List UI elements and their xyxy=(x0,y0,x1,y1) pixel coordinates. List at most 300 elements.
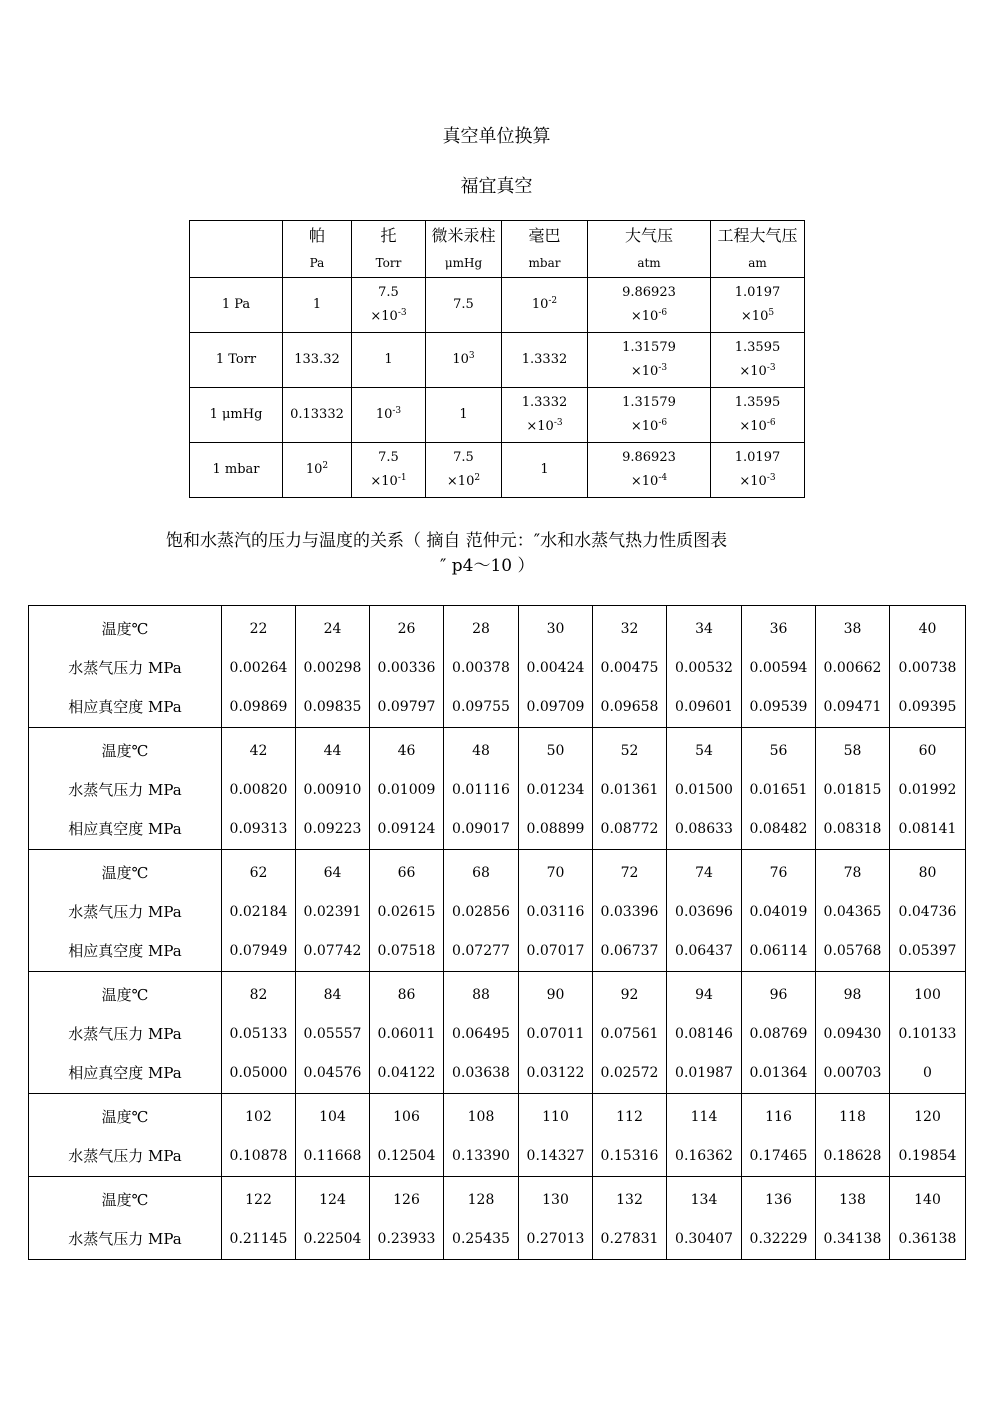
steam-value-temp: 46 xyxy=(397,743,416,759)
conversion-value: 1 xyxy=(502,443,588,498)
steam-column xyxy=(444,850,519,972)
conversion-value: 1.3595 $\times 10^{-3}$ xyxy=(711,333,805,388)
steam-value-pressure: 0.09430 xyxy=(823,1026,882,1042)
steam-block-row xyxy=(29,1094,966,1177)
steam-column xyxy=(370,1094,444,1177)
steam-value-pressure: 0.12504 xyxy=(377,1148,436,1164)
steam-label-vacuum: 相应真空度 MPa xyxy=(68,698,182,716)
steam-column xyxy=(593,850,667,972)
steam-value-temp: 112 xyxy=(616,1109,643,1125)
steam-value-temp: 124 xyxy=(319,1192,346,1208)
steam-label-pressure: 水蒸气压力 MPa xyxy=(68,903,182,921)
steam-row-labels xyxy=(29,972,222,1094)
steam-value-temp: 64 xyxy=(323,865,342,881)
conversion-row xyxy=(190,388,805,443)
steam-column xyxy=(519,728,593,850)
steam-value-temp: 88 xyxy=(472,987,490,1003)
steam-value-vacuum: 0.04576 xyxy=(303,1065,362,1081)
conversion-value: 1.3595 $\times 10^{-6}$ xyxy=(711,388,805,443)
steam-column xyxy=(222,972,296,1094)
conversion-header-row xyxy=(190,221,805,278)
steam-value-pressure: 0.00910 xyxy=(303,782,362,798)
steam-column xyxy=(667,972,742,1094)
steam-label-temp: 温度℃ xyxy=(101,620,149,638)
steam-value-pressure: 0.02391 xyxy=(303,904,362,920)
steam-column xyxy=(742,972,816,1094)
steam-label-vacuum: 相应真空度 MPa xyxy=(68,942,182,960)
conversion-header-cell xyxy=(352,221,426,278)
steam-value-temp: 96 xyxy=(769,987,788,1003)
steam-column xyxy=(296,1177,370,1260)
steam-value-vacuum: 0.03122 xyxy=(526,1065,585,1081)
steam-value-temp: 128 xyxy=(467,1192,495,1208)
conversion-header-cell xyxy=(190,221,283,278)
steam-value-temp: 110 xyxy=(542,1109,569,1125)
steam-value-pressure: 0.00662 xyxy=(823,660,882,676)
steam-value-temp: 136 xyxy=(765,1192,792,1208)
steam-label-temp: 温度℃ xyxy=(101,986,149,1004)
steam-column xyxy=(519,1094,593,1177)
steam-value-pressure: 0.00298 xyxy=(303,660,362,676)
steam-column xyxy=(222,606,296,728)
steam-value-vacuum: 0.08141 xyxy=(898,821,957,837)
steam-column xyxy=(816,972,890,1094)
steam-value-pressure: 0.15316 xyxy=(600,1148,659,1164)
steam-column xyxy=(890,850,966,972)
steam-value-temp: 24 xyxy=(323,621,342,637)
steam-table-caption: 饱和水蒸汽的压力与温度的关系（ 摘自 范仲元：″水和水蒸气热力性质图表 xyxy=(166,531,728,551)
steam-value-temp: 32 xyxy=(620,621,639,637)
steam-value-temp: 28 xyxy=(472,621,490,637)
steam-value-pressure: 0.01234 xyxy=(526,782,585,798)
steam-value-vacuum: 0.05397 xyxy=(898,943,957,959)
steam-column xyxy=(667,728,742,850)
conversion-header-cell xyxy=(711,221,805,278)
steam-value-vacuum: 0.07949 xyxy=(229,943,288,959)
steam-value-pressure: 0.03696 xyxy=(675,904,733,920)
conversion-header-cell xyxy=(426,221,502,278)
steam-value-vacuum: 0.09471 xyxy=(823,699,882,715)
steam-block-row xyxy=(29,850,966,972)
unit-name: 微米汞柱 xyxy=(431,226,496,245)
steam-label-pressure: 水蒸气压力 MPa xyxy=(68,1025,182,1043)
steam-value-vacuum: 0.09797 xyxy=(377,699,436,715)
conversion-value: 1 xyxy=(352,333,426,388)
steam-value-temp: 86 xyxy=(397,987,416,1003)
steam-pressure-table xyxy=(28,605,966,1260)
steam-value-temp: 98 xyxy=(843,987,862,1003)
conversion-value: 1.31579 $\times 10^{-6}$ xyxy=(588,388,711,443)
steam-value-vacuum: 0.07742 xyxy=(303,943,362,959)
page-title: 真空单位换算 xyxy=(442,126,551,147)
steam-label-pressure: 水蒸气压力 MPa xyxy=(68,659,182,677)
steam-column xyxy=(890,1177,966,1260)
steam-value-vacuum: 0.05000 xyxy=(229,1065,288,1081)
steam-value-temp: 104 xyxy=(319,1109,346,1125)
steam-value-pressure: 0.04365 xyxy=(823,904,882,920)
steam-value-vacuum: 0.03638 xyxy=(452,1065,510,1081)
steam-column xyxy=(593,606,667,728)
steam-value-pressure: 0.00820 xyxy=(229,782,288,798)
steam-column xyxy=(296,972,370,1094)
steam-value-temp: 26 xyxy=(397,621,416,637)
steam-column xyxy=(816,1177,890,1260)
steam-column xyxy=(222,1094,296,1177)
steam-value-temp: 38 xyxy=(843,621,862,637)
steam-value-vacuum: 0.08899 xyxy=(526,821,585,837)
steam-value-temp: 48 xyxy=(472,743,490,759)
steam-value-pressure: 0.32229 xyxy=(749,1231,808,1247)
conversion-row-label: 1 mbar xyxy=(190,443,283,498)
steam-column xyxy=(296,850,370,972)
steam-value-vacuum: 0.09709 xyxy=(526,699,585,715)
steam-column xyxy=(890,728,966,850)
conversion-value: 133.32 xyxy=(283,333,352,388)
steam-value-pressure: 0.13390 xyxy=(452,1148,510,1164)
steam-value-vacuum: 0.06114 xyxy=(749,943,808,959)
unit-symbol: am xyxy=(748,256,767,270)
steam-value-temp: 60 xyxy=(918,743,937,759)
conversion-value: 7.5 $\times 10^{-3}$ xyxy=(352,278,426,333)
steam-value-pressure: 0.10133 xyxy=(898,1026,957,1042)
conversion-value: 9.86923 $\times 10^{-6}$ xyxy=(588,278,711,333)
steam-column xyxy=(444,1177,519,1260)
steam-value-temp: 66 xyxy=(397,865,416,881)
steam-column xyxy=(742,850,816,972)
steam-row-labels xyxy=(29,850,222,972)
unit-name: 帕 xyxy=(308,226,325,245)
steam-value-vacuum: 0.09835 xyxy=(303,699,362,715)
steam-value-pressure: 0.01815 xyxy=(823,782,882,798)
steam-value-pressure: 0.00594 xyxy=(749,660,808,676)
steam-value-vacuum: 0.08772 xyxy=(600,821,659,837)
steam-value-temp: 116 xyxy=(765,1109,792,1125)
conversion-value: 1.31579 $\times 10^{-3}$ xyxy=(588,333,711,388)
steam-value-temp: 106 xyxy=(393,1109,420,1125)
steam-column xyxy=(593,728,667,850)
steam-value-pressure: 0.01361 xyxy=(600,782,659,798)
conversion-value: 9.86923 $\times 10^{-4}$ xyxy=(588,443,711,498)
steam-value-temp: 126 xyxy=(393,1192,420,1208)
steam-value-temp: 80 xyxy=(918,865,937,881)
steam-value-temp: 36 xyxy=(769,621,788,637)
steam-value-pressure: 0.14327 xyxy=(526,1148,585,1164)
conversion-value: $10^{-3}$ xyxy=(352,388,426,443)
steam-column xyxy=(742,1177,816,1260)
steam-value-pressure: 0.22504 xyxy=(303,1231,362,1247)
steam-value-temp: 44 xyxy=(323,743,342,759)
unit-symbol: Pa xyxy=(309,256,325,270)
steam-column xyxy=(370,1177,444,1260)
steam-column xyxy=(222,1177,296,1260)
unit-conversion-table xyxy=(189,220,805,498)
steam-value-pressure: 0.00378 xyxy=(452,660,510,676)
steam-row-labels xyxy=(29,606,222,728)
conversion-row-label: 1 Pa xyxy=(190,278,283,333)
unit-symbol: Torr xyxy=(375,256,402,270)
steam-value-vacuum: 0.09755 xyxy=(452,699,510,715)
steam-column xyxy=(370,972,444,1094)
steam-value-pressure: 0.02615 xyxy=(377,904,436,920)
steam-value-pressure: 0.06495 xyxy=(452,1026,510,1042)
steam-column xyxy=(370,850,444,972)
steam-column xyxy=(370,728,444,850)
conversion-row xyxy=(190,333,805,388)
steam-column xyxy=(890,606,966,728)
steam-label-pressure: 水蒸气压力 MPa xyxy=(68,1230,182,1248)
steam-value-pressure: 0.06011 xyxy=(377,1026,436,1042)
conversion-value: 7.5 $\times 10^{-1}$ xyxy=(352,443,426,498)
steam-label-temp: 温度℃ xyxy=(101,864,149,882)
steam-value-pressure: 0.00532 xyxy=(675,660,733,676)
steam-value-pressure: 0.27013 xyxy=(526,1231,585,1247)
steam-value-temp: 78 xyxy=(843,865,862,881)
steam-column xyxy=(444,728,519,850)
steam-row-labels xyxy=(29,728,222,850)
steam-value-vacuum: 0.00703 xyxy=(823,1065,882,1081)
steam-value-vacuum: 0.08482 xyxy=(749,821,808,837)
steam-column xyxy=(593,1177,667,1260)
steam-value-temp: 70 xyxy=(546,865,565,881)
steam-value-vacuum: 0.09124 xyxy=(377,821,436,837)
steam-value-pressure: 0.16362 xyxy=(675,1148,733,1164)
steam-value-vacuum: 0.01987 xyxy=(675,1065,733,1081)
steam-value-pressure: 0.03396 xyxy=(600,904,659,920)
steam-block-row xyxy=(29,728,966,850)
steam-column xyxy=(816,1094,890,1177)
steam-value-vacuum: 0.04122 xyxy=(377,1065,436,1081)
steam-value-pressure: 0.04019 xyxy=(749,904,808,920)
steam-value-pressure: 0.27831 xyxy=(600,1231,659,1247)
conversion-value: $10^2$ xyxy=(283,443,352,498)
steam-column xyxy=(370,606,444,728)
steam-value-temp: 72 xyxy=(620,865,639,881)
steam-value-vacuum: 0.08633 xyxy=(675,821,733,837)
steam-value-pressure: 0.19854 xyxy=(898,1148,957,1164)
steam-value-temp: 50 xyxy=(546,743,565,759)
steam-table-caption-cont: ″ p4～10 ） xyxy=(440,556,535,576)
steam-column xyxy=(667,1094,742,1177)
conversion-row xyxy=(190,278,805,333)
steam-column xyxy=(667,606,742,728)
steam-value-pressure: 0.18628 xyxy=(823,1148,882,1164)
unit-name: 毫巴 xyxy=(528,226,561,245)
unit-symbol: mbar xyxy=(528,256,561,270)
steam-row-labels xyxy=(29,1094,222,1177)
steam-value-temp: 30 xyxy=(546,621,565,637)
steam-value-pressure: 0.07561 xyxy=(600,1026,659,1042)
steam-value-pressure: 0.02856 xyxy=(452,904,510,920)
steam-column xyxy=(816,728,890,850)
steam-column xyxy=(519,1177,593,1260)
steam-label-temp: 温度℃ xyxy=(101,742,149,760)
steam-value-temp: 94 xyxy=(695,987,713,1003)
steam-column xyxy=(890,972,966,1094)
conversion-value: 1.0197 $\times 10^5$ xyxy=(711,278,805,333)
steam-block-row xyxy=(29,606,966,728)
steam-value-pressure: 0.00264 xyxy=(229,660,288,676)
steam-value-pressure: 0.04736 xyxy=(898,904,957,920)
steam-column xyxy=(519,850,593,972)
steam-value-temp: 140 xyxy=(914,1192,941,1208)
conversion-value: 1.0197 $\times 10^{-3}$ xyxy=(711,443,805,498)
steam-value-pressure: 0.01116 xyxy=(452,782,510,798)
steam-value-vacuum: 0.05768 xyxy=(823,943,882,959)
steam-value-pressure: 0.30407 xyxy=(675,1231,733,1247)
unit-symbol: atm xyxy=(637,256,661,270)
steam-value-vacuum: 0.09017 xyxy=(452,821,510,837)
steam-label-vacuum: 相应真空度 MPa xyxy=(68,820,182,838)
steam-block-row xyxy=(29,1177,966,1260)
steam-value-temp: 68 xyxy=(472,865,490,881)
page-subtitle: 福宜真空 xyxy=(460,176,533,197)
steam-column xyxy=(444,1094,519,1177)
steam-column xyxy=(890,1094,966,1177)
steam-column xyxy=(816,606,890,728)
steam-value-vacuum: 0.09869 xyxy=(229,699,288,715)
steam-value-pressure: 0.08146 xyxy=(675,1026,733,1042)
steam-value-pressure: 0.10878 xyxy=(229,1148,288,1164)
steam-value-pressure: 0.02184 xyxy=(229,904,288,920)
steam-value-vacuum: 0 xyxy=(923,1065,932,1081)
steam-value-vacuum: 0.08318 xyxy=(823,821,882,837)
steam-value-pressure: 0.00424 xyxy=(526,660,585,676)
steam-column xyxy=(519,972,593,1094)
unit-name: 工程大气压 xyxy=(717,226,798,245)
steam-column xyxy=(444,972,519,1094)
conversion-value: $10^3$ xyxy=(426,333,502,388)
steam-column xyxy=(593,1094,667,1177)
conversion-row-label: 1 μmHg xyxy=(190,388,283,443)
steam-column xyxy=(742,728,816,850)
steam-value-pressure: 0.01500 xyxy=(675,782,733,798)
steam-column xyxy=(816,850,890,972)
steam-block-row xyxy=(29,972,966,1094)
steam-value-temp: 108 xyxy=(467,1109,495,1125)
steam-column xyxy=(742,606,816,728)
steam-value-vacuum: 0.02572 xyxy=(600,1065,659,1081)
steam-value-temp: 84 xyxy=(323,987,342,1003)
steam-value-temp: 40 xyxy=(918,621,937,637)
steam-column xyxy=(667,850,742,972)
unit-name: 大气压 xyxy=(624,226,673,245)
steam-value-vacuum: 0.09313 xyxy=(229,821,288,837)
steam-value-temp: 114 xyxy=(690,1109,718,1125)
steam-value-temp: 58 xyxy=(843,743,862,759)
steam-value-vacuum: 0.09658 xyxy=(600,699,659,715)
steam-value-temp: 102 xyxy=(245,1109,272,1125)
conversion-header-cell xyxy=(588,221,711,278)
steam-value-pressure: 0.07011 xyxy=(526,1026,585,1042)
steam-value-temp: 92 xyxy=(620,987,639,1003)
conversion-value: 1 xyxy=(426,388,502,443)
steam-value-temp: 42 xyxy=(249,743,268,759)
steam-value-vacuum: 0.07518 xyxy=(377,943,436,959)
steam-value-temp: 118 xyxy=(839,1109,866,1125)
steam-value-temp: 34 xyxy=(695,621,713,637)
steam-value-pressure: 0.05133 xyxy=(229,1026,288,1042)
steam-value-temp: 132 xyxy=(616,1192,643,1208)
steam-label-pressure: 水蒸气压力 MPa xyxy=(68,1147,182,1165)
steam-value-pressure: 0.23933 xyxy=(377,1231,436,1247)
steam-value-temp: 134 xyxy=(690,1192,718,1208)
steam-label-temp: 温度℃ xyxy=(101,1108,149,1126)
steam-column xyxy=(667,1177,742,1260)
conversion-row-label: 1 Torr xyxy=(190,333,283,388)
conversion-value: 0.13332 xyxy=(283,388,352,443)
steam-value-temp: 100 xyxy=(914,987,941,1003)
steam-value-temp: 120 xyxy=(914,1109,941,1125)
steam-label-temp: 温度℃ xyxy=(101,1191,149,1209)
steam-value-temp: 52 xyxy=(620,743,639,759)
steam-value-pressure: 0.05557 xyxy=(303,1026,362,1042)
steam-value-pressure: 0.03116 xyxy=(526,904,585,920)
steam-value-pressure: 0.11668 xyxy=(303,1148,362,1164)
conversion-value: $10^{-2}$ xyxy=(502,278,588,333)
steam-value-pressure: 0.00738 xyxy=(898,660,957,676)
conversion-row xyxy=(190,443,805,498)
conversion-header-cell xyxy=(502,221,588,278)
conversion-header-cell xyxy=(283,221,352,278)
steam-value-pressure: 0.01651 xyxy=(749,782,808,798)
steam-value-temp: 122 xyxy=(245,1192,272,1208)
steam-value-pressure: 0.00475 xyxy=(600,660,659,676)
steam-value-temp: 62 xyxy=(249,865,268,881)
steam-value-vacuum: 0.06737 xyxy=(600,943,659,959)
steam-value-vacuum: 0.09601 xyxy=(675,699,733,715)
steam-value-pressure: 0.34138 xyxy=(823,1231,882,1247)
steam-value-vacuum: 0.06437 xyxy=(675,943,733,959)
steam-value-temp: 56 xyxy=(769,743,788,759)
steam-value-temp: 90 xyxy=(546,987,565,1003)
steam-value-pressure: 0.25435 xyxy=(452,1231,510,1247)
steam-column xyxy=(296,728,370,850)
steam-value-pressure: 0.01992 xyxy=(898,782,957,798)
steam-value-vacuum: 0.07277 xyxy=(452,943,510,959)
steam-value-pressure: 0.01009 xyxy=(377,782,436,798)
steam-value-temp: 22 xyxy=(249,621,268,637)
steam-value-vacuum: 0.09223 xyxy=(303,821,362,837)
steam-value-temp: 74 xyxy=(695,865,713,881)
steam-value-temp: 54 xyxy=(695,743,713,759)
steam-value-pressure: 0.00336 xyxy=(377,660,436,676)
unit-symbol: μmHg xyxy=(444,256,483,270)
unit-name: 托 xyxy=(380,226,397,245)
steam-label-pressure: 水蒸气压力 MPa xyxy=(68,781,182,799)
steam-value-temp: 76 xyxy=(769,865,788,881)
conversion-value: 1.3332 $\times 10^{-3}$ xyxy=(502,388,588,443)
steam-value-temp: 138 xyxy=(839,1192,866,1208)
conversion-value: 7.5 xyxy=(426,278,502,333)
steam-value-vacuum: 0.01364 xyxy=(749,1065,808,1081)
conversion-value: 7.5 $\times 10^2$ xyxy=(426,443,502,498)
steam-label-vacuum: 相应真空度 MPa xyxy=(68,1064,182,1082)
steam-column xyxy=(742,1094,816,1177)
steam-column xyxy=(296,1094,370,1177)
steam-value-pressure: 0.08769 xyxy=(749,1026,808,1042)
steam-column xyxy=(519,606,593,728)
steam-value-pressure: 0.21145 xyxy=(229,1231,288,1247)
steam-column xyxy=(444,606,519,728)
steam-value-temp: 130 xyxy=(542,1192,569,1208)
steam-row-labels xyxy=(29,1177,222,1260)
conversion-value: 1 xyxy=(283,278,352,333)
steam-value-temp: 82 xyxy=(249,987,268,1003)
steam-column xyxy=(593,972,667,1094)
steam-value-vacuum: 0.09539 xyxy=(749,699,808,715)
steam-column xyxy=(222,728,296,850)
steam-value-vacuum: 0.07017 xyxy=(526,943,585,959)
